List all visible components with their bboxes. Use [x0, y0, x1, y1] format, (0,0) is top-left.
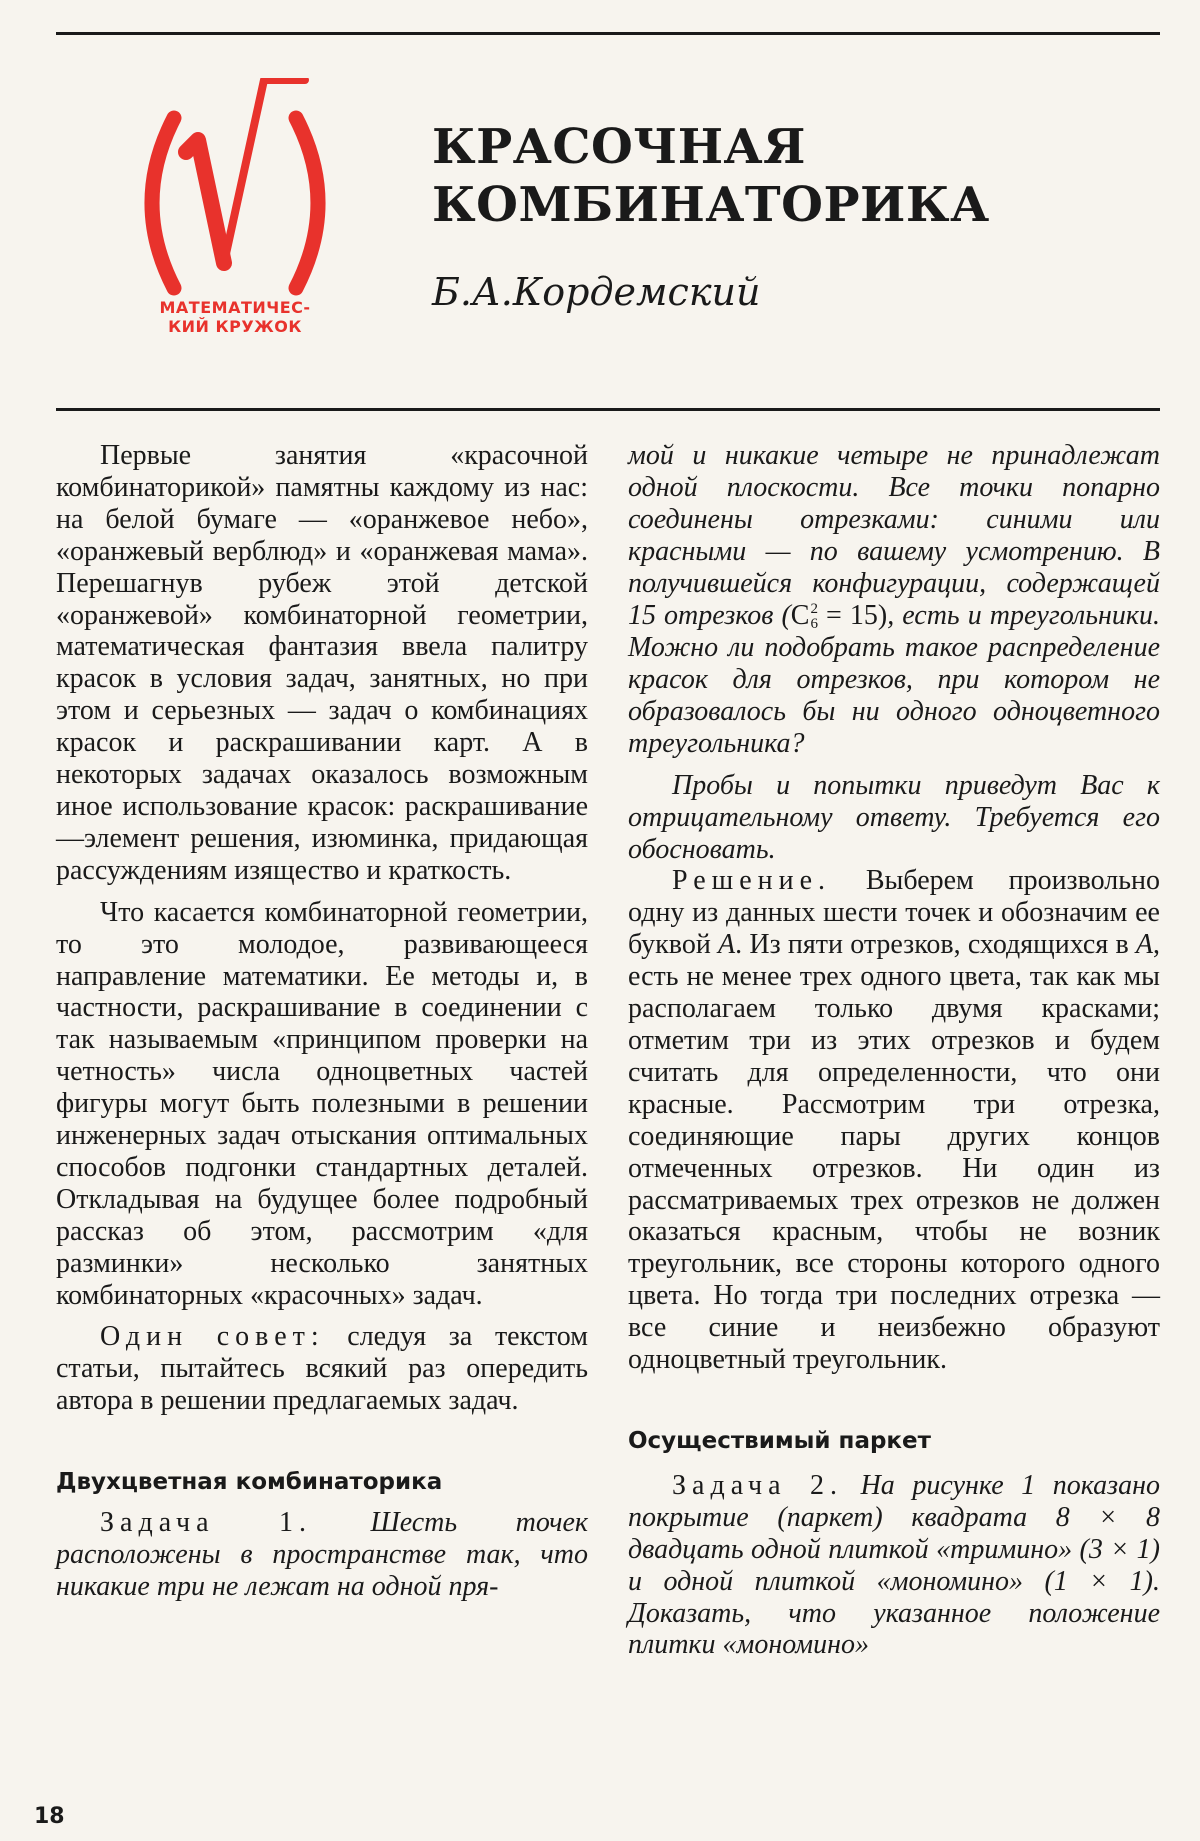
title-line-2: КОМБИНАТОРИКА: [432, 177, 990, 233]
author-name: Б.А.Кордемский: [432, 270, 761, 314]
left-column: [56, 440, 588, 1603]
point-a-label: A: [1135, 929, 1154, 961]
formula-sup: 2: [810, 601, 818, 618]
point-a-label: A: [718, 929, 736, 961]
problem-2-paragraph: [628, 1470, 1160, 1661]
page-number: 18: [34, 1804, 65, 1829]
problem-1-cont-b: , есть и треугольники. Можно ли подобрать такое распределение красок для отрезков, при котором не образовалось бы ни одного одноцветного треугольника?: [628, 599, 1160, 759]
rubric-line-1: МАТЕМАТИЧЕС-: [159, 298, 311, 317]
problem-1-cont-a: мой и никакие четыре не принадлежат одной плоскости. Все точки попарно соединены отрезками: синими или красными — по вашему усмотрению. В получившейся конфигурации, содержащей 15 отрезков (: [628, 440, 1160, 631]
advice-lead: Один совет:: [100, 1321, 325, 1353]
formula-indices: [810, 602, 818, 632]
intro-paragraph: Первые занятия «красочной комбинаторикой» памятны каждому из нас: на белой бумаге — «оранжевое небо», «оранжевый верблюд» и «оранжевая мама». Перешагнув рубеж этой детской «оранжевой» комбинаторной геометрии, математическая фантазия ввела палитру красок в условия задач, занятных, но при этом и серьезных — задач о комбинациях красок и раскрашивании карт. А в некоторых задачах оказалось возможным иное использование красок: раскрашивание—элемент решения, изюминка, придающая рассуждениям изящество и краткость.: [56, 440, 588, 886]
solution-lead: Решение.: [672, 865, 832, 897]
problem-1-lead: Задача 1.: [100, 1507, 312, 1539]
article-title: [432, 118, 1132, 234]
rubric-label: [130, 298, 340, 336]
hint-paragraph: Пробы и попытки приведут Вас к отрицательному ответу. Требуется его обосновать.: [628, 769, 1160, 865]
problem-1-paragraph: [56, 1507, 588, 1603]
problem-2-text: На рисунке 1 показано покрытие (паркет) квадрата 8 × 8 двадцать одной плиткой «тримино» (3 × 1) и одной плиткой «мономино» (1 × 1). Доказать, что указанное положение плитки «мономино»: [628, 1469, 1160, 1661]
binomial-formula: [791, 600, 887, 631]
geometry-paragraph: Что касается комбинаторной геометрии, то это молодое, развивающееся направление математики. Ее методы и, в частности, раскрашивание в соединении с так называемым «принципом проверки на четность» числа одноцветных частей фигуры могут быть полезными в решении инженерных задач отыскания оптимальных способов подгонки стандартных деталей. Откладывая на будущее более подробный рассказ об этом, рассмотрим «для разминки» несколько занятных комбинаторных «красочных» задач.: [56, 896, 588, 1311]
problem-1-continuation: [628, 440, 1160, 760]
advice-paragraph: [56, 1321, 588, 1417]
section-heading-parquet: Осуществимый паркет: [628, 1427, 931, 1454]
advice-text: следуя за текстом статьи, пытайтесь всякий раз опередить автора в решении предлагаемых задач.: [56, 1321, 588, 1417]
top-rule: [56, 32, 1160, 35]
solution-text-3: , есть не менее трех одного цвета, так как мы располагаем только двумя красками; отметим три из этих отрезков и будем считать для определенности, что они красные. Рассмотрим три отрезка, соединяющие пары других концов отмеченных отрезков. Ни один из рассматриваемых трех отрезков не должен оказаться красным, чтобы не возник треугольник, все стороны которого одного цвета. Но тогда три последних отрезка — все синие и неизбежно образуют одноцветный треугольник.: [628, 929, 1161, 1376]
formula-c: C: [790, 599, 810, 631]
solution-text-2: . Из пяти отрезков, сходящихся в: [735, 929, 1129, 961]
solution-paragraph: [628, 865, 1160, 1376]
problem-2-lead: Задача 2.: [672, 1469, 844, 1501]
rubric-line-2: КИЙ КРУЖОК: [168, 317, 302, 336]
formula-rest: = 15): [817, 599, 888, 631]
formula-sub: 6: [810, 616, 818, 633]
problem-1-start: Шесть точек расположены в пространстве так, что никакие три не лежат на одной пря-: [56, 1507, 588, 1602]
section-heading-two-color: Двухцветная комбинаторика: [56, 1469, 443, 1496]
header-divider-rule: [56, 408, 1160, 411]
right-column: [628, 440, 1160, 1661]
solution-text-1: Выберем произвольно одну из данных шести точек и обозначим ее буквой: [628, 865, 1160, 961]
title-line-1: КРАСОЧНАЯ: [432, 119, 806, 175]
